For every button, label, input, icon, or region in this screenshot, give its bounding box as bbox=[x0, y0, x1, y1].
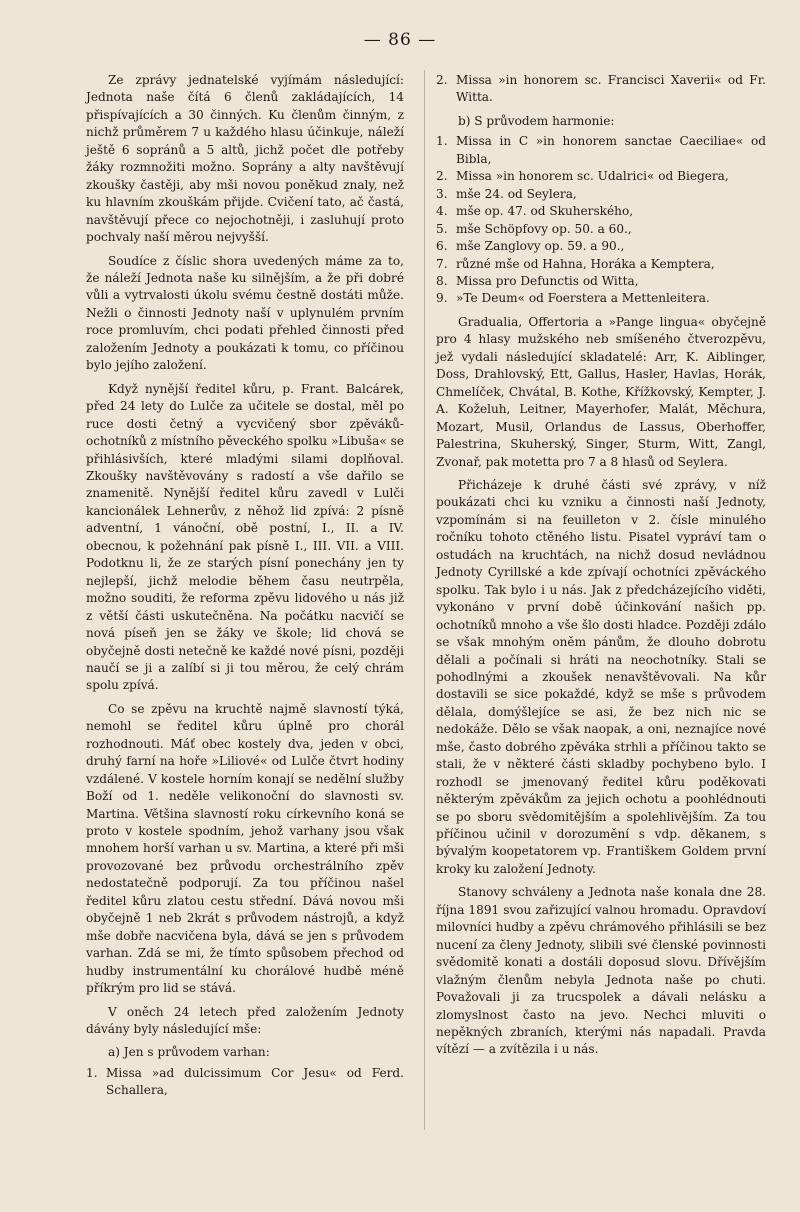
list-item-text: Missa »ad dulcissimum Cor Jesu« od Ferd. Schallera, bbox=[106, 1065, 404, 1098]
list-item bbox=[436, 273, 766, 290]
list-item-number: 5. bbox=[436, 221, 448, 236]
list-item bbox=[436, 238, 766, 255]
list-item-text: Missa pro Defunctis od Witta, bbox=[456, 273, 639, 288]
list-item-text: různé mše od Hahna, Horáka a Kemptera, bbox=[456, 256, 715, 271]
list-item bbox=[436, 168, 766, 185]
list-item-number: 8. bbox=[436, 273, 448, 288]
list-item-number: 6. bbox=[436, 239, 448, 254]
paragraph: V oněch 24 letech před založením Jednoty dávány byly následující mše: bbox=[86, 1004, 404, 1037]
paragraph: Když nynější ředitel kůru, p. Frant. Balcárek, před 24 lety do Lulče za učitele se dostal, měl po ruce dosti četný a vycvičený sbor zpěváků-ochotníků z místního pěveckého spolku »Libuša« se přihlásivších, které mladými silami doplňoval. Zkoušky navštěvovány s radostí a vše dařilo se znamenitě. Nynější ředitel kůru zavedl v Lulči kancionálek Lehnerův, z něhož lid zpívá: 2 písně adventní, 1 vánoční, obě postní, I., II. a IV. obecnou, k požehnání pak písně I., III. VII. a VIII. Podotknu li, že ze starých písní ponechány jen ty nejlepší, jichž melodie během času neutrpěla, možno souditi, že reforma zpěvu lidového u nás již z větší části uskutečněna. Na počátku nacvičí se nová píseň jen se žáky ve škole; lid chová se obyčejně dosti netečně ke každé nové písni, později naučí se ji a zalíbí si ji tou měrou, že celý chrám spolu zpívá. bbox=[86, 381, 404, 693]
list-item-number: 2. bbox=[436, 73, 448, 87]
mass-list-a bbox=[86, 1065, 404, 1100]
paragraph: Gradualia, Offertoria a »Pange lingua« obyčejně pro 4 hlasy mužského neb smíšeného čtverozpěvu, jež vydali následující skladatelé: Arr, K. Aiblinger, Doss, Drahlovský, Ett, Gallus, Hasler, Havlas, Horák, Chmelíček, Chvátal, B. Kothe, Křížkovský, Kempter, J. A. Koželuh, Leitner, Mayerhofer, Malát, Měchura, Mozart, Musil, Orlandus de Lassus, Oberhoffer, Palestrina, Skuherský, Singer, Sturm, Witt, Zangl, Zvonař, pak motetta pro 7 a 8 hlasů od Seylera. bbox=[436, 314, 766, 469]
list-item bbox=[436, 290, 766, 307]
list-item-text: »Te Deum« od Foerstera a Mettenleitera. bbox=[456, 291, 710, 306]
list-item bbox=[436, 72, 766, 107]
paragraph: Ze zprávy jednatelské vyjímám následující: Jednota naše čítá 6 členů zakládajících, 14 přispívajících a 30 činných. Ku členům činným, z nichž průměrem 7 u každého hlasu účinkuje, náleží ještě 6 sopránů a 5 altů, jichž počet dle potřeby žáky rozmnožiti možno. Soprány a alty navštěvují zkoušky častěji, aby mši novou poněkud znaly, než ku hlavním zkouškám přijde. Cvičení tato, ač častá, navštěvují přece co nejochotněji, i zasluhují proto pochvaly naší měrou nejvyšší. bbox=[86, 73, 404, 245]
list-item-number: 4. bbox=[436, 204, 448, 219]
paragraph: Co se zpěvu na kruchtě najmě slavností týká, nemohl se ředitel kůru úplně pro chorál rozhodnouti. Máť obec kostely dva, jeden v obci, druhý farní na hoře »Liliové« od Lulče čtvrt hodiny vzdálené. V kostele horním konají se nedělní služby Boží od 1. neděle velikonoční do slavnosti sv. Martina. Většina slavností roku církevního koná se proto v kostele spodním, jehož varhany jsou však mnohem horší varhan u sv. Martina, a které při mši provozované bez průvodu orchestrálního zpěv nedostatečně podporují. Za tou příčinou našel ředitel kůru zlatou cestu střední. Dává novou mši obyčejně 1 neb 2krát s průvodem nástrojů, a když mše dobře nacvičena byla, dává se jen s průvodem varhan. Zdá se mi, že tímto spůsobem přechod od hudby instrumentální ku chorálové hudbě méně příkrým pro lid se stává. bbox=[86, 701, 404, 996]
list-item-text: mše Zanglovy op. 59. a 90., bbox=[456, 239, 625, 254]
mass-list-b bbox=[436, 133, 766, 308]
list-item-text: Missa »in honorem sc. Francisci Xaverii« od Fr. Witta. bbox=[456, 73, 766, 105]
subsection-heading-a: a) Jen s průvodem varhan: bbox=[108, 1045, 270, 1060]
list-item-number: 1. bbox=[436, 134, 448, 149]
list-item-text: mše op. 47. od Skuherského, bbox=[456, 204, 634, 219]
right-column bbox=[436, 72, 766, 1065]
list-item-number: 7. bbox=[436, 256, 448, 271]
page-number: — 86 — bbox=[363, 30, 437, 50]
column-divider bbox=[424, 70, 425, 1130]
paragraph: Soudíce z číslic shora uvedených máme za to, že náleží Jednota naše ku silnějším, a že při dobré vůli a vytrvalosti úkolu svému čestně dostáti může. Nežli o činnosti Jednoty naší v uplynulém prvním roce promluvím, chci podati přehled činnosti před založením Jednoty a poukázati k tomu, co příčinou bylo jejího založení. bbox=[86, 253, 404, 373]
list-item bbox=[436, 186, 766, 203]
list-item bbox=[436, 221, 766, 238]
list-item bbox=[436, 256, 766, 273]
list-item-text: mše Schöpfovy op. 50. a 60., bbox=[456, 221, 632, 236]
list-item-number: 1. bbox=[86, 1065, 98, 1080]
list-item-number: 3. bbox=[436, 186, 448, 201]
list-item-number: 9. bbox=[436, 291, 448, 306]
list-item-number: 2. bbox=[436, 169, 448, 184]
list-item bbox=[436, 133, 766, 168]
list-item bbox=[436, 203, 766, 220]
paragraph: Stanovy schváleny a Jednota naše konala dne 28. října 1891 svou zařizující valnou hromadu. Opravdoví milovníci hudby a zpěvu chrámového přihlásili se bez nucení za členy Jednoty, slibili své členské povinnosti svědomitě konati a dostáli doposud slovu. Dřívějším vlažným členům nebyla Jednota naše po chuti. Považovali ji za trucspolek a dávali nelásku a zlomyslnost často na jevo. Nechci mluviti o nepěkných zbraních, kterými nás napadali. Pravda vítězí — a zvítězila i u nás. bbox=[436, 885, 766, 1057]
mass-list-a-continued bbox=[436, 72, 766, 107]
subsection-heading-b: b) S průvodem harmonie: bbox=[458, 113, 615, 128]
list-item-text: Missa in C »in honorem sanctae Caeciliae« od Bibla, bbox=[456, 134, 766, 166]
list-item bbox=[86, 1065, 404, 1100]
paragraph: Přicházeje k druhé části své zprávy, v níž poukázati chci ku vzniku a činnosti naší Jednoty, vzpomínám si na feuilleton v 2. čísle minulého ročníku tohoto ctěného listu. Pisatel vypráví tam o ostudách na kruchtách, na nichž dosud nevládnou Jednoty Cyrillské a kde zpívají ochotníci zpěváckého spolku. Tak bylo i u nás. Jak z předcházejícího viděti, vykonáno v první době účinkování našich pp. ochotníků mnoho a vše šlo dosti hladce. Později zdálo se však mnohým oněm pánům, že dlouho dobrotu dělali a počínali si hráti na neochotníky. Stali se pohodlnými a zkoušek nenavštěvovali. Na kůr dostavili se sice pokaždé, když se mše s průvodem dělala, domýšlejíce se asi, že bez nich nic se nedokáže. Dělo se však naopak, a oni, neznajíce nové mše, často dobrého zpěváka strhli a příčinou takto se stali, že v některé části skladby pochybeno bylo. I rozhodl se jmenovaný ředitel kůru poděkovati některým zpěvákům za jejich ochotu a poohlédnouti se po sboru svědomitějším a spolehlivějším. Za tou příčinou učinil v dorozumění s vdp. děkanem, s bývalým koopetatorem vp. Františkem Goldem první kroky ku založení Jednoty. bbox=[436, 477, 766, 876]
left-column bbox=[86, 72, 404, 1106]
list-item-text: Missa »in honorem sc. Udalrici« od Biegera, bbox=[456, 169, 729, 184]
list-item-text: mše 24. od Seylera, bbox=[456, 186, 577, 201]
